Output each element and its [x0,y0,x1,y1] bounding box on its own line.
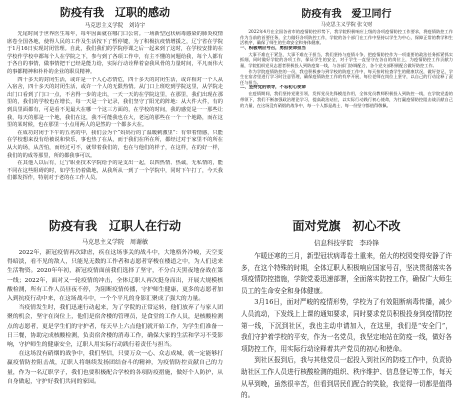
article-page-4 [234,203,459,403]
article-page-2 [234,2,459,198]
article-paragraph: 在疫情期间，我们坚持党建引领，发挥党员先锋模范作用，全体党员教师积极投入到防控一线，在学院党委的带领下，我们不断加强政治理论学习，提高政治站位，以实际行动践行初心使命，为打赢疫情防控阻击战贡献自己的力量，在这场没有硝烟的战争中，每一个人都是战士，每一份坚守都值得敬佩。 [240,91,453,108]
article-paragraph: 先尾时间于世界医生每年，每年因面就在哪门口公常。一场新型冠状病毒感染的肺炎疫情席卷全国各地，使得人民的工作及生活按下了暂停键，为了积极抗疫情增援之，辽宁省在学院于1月16日实现封闭管理。自此，我们我们的学院停课之后一起来到了这时，在学校安排的在学校作学校中都每个人在学院之下，参与到了各项工作中，有主不懂的问题给我，每个人都有于各自的事情，做事情把干已经是能力给，实际行动诠释着奋我风骨的力量时间，平凡而伟大的事都精神和朴朴的企业的职员精神。 [7,31,223,75]
article-paragraph: 大事不难在于紧急，大事不难在于担当，我们坚持与疫情斗争，把疫情防控作为一项重要的政治任务抓紧抓实抓细，同时做好学院的各项工作，保证学生的安全，对于学生一直坚守在各自的岗位上，为疫情防控工作贡献力量，学院组织党员志愿者积极投入到防疫第一线，与各部门协调配合，各个党支部积极配合做好防控工作。 [240,51,453,68]
article-paragraph: 在这场没有硝烟的战争中，我们坚信，只要万众一心、众志成城，就一定能够打赢疫情防控阻击战，辽职人将继续发扬团结奋斗的精神，为疫情防控贡献自己的力量，作为一名辽职学子，我们也要积极配合学校的各项防疫措施，做好个人防护，从自身做起，守护好我们共同的家园。 [7,351,223,385]
article-title: 防疫有我 辽职的感动 [60,6,170,19]
article-author: 马克思主义学院 周谢敏 [81,239,148,246]
article-author: 马克思主义学院 刘诗宇 [84,23,146,29]
article-paragraph: 当疫情发生时，我们迅速行动起来，为了学院的正常运转，他们放弃了与家人团聚的机会，坚守在岗位上，他们是宿舍楼的管理员，是食堂的工作人员，是核酸检测点的志愿者，更是学生们的守护者，每天早上六点他们就开始工作，为学生们准备一日三餐，协助完成核酸检测，负责宿舍楼的消毒工作，确保大家的生活和学习不受影响，守护师生的健康安全，辽职人用实际行动践行着责任与担当。 [7,305,223,349]
article-department: 马克思主义学院 [320,22,356,28]
article-paragraph: 2022年，新冠疫情再次肆虐，疾在这场事关的战斗中，大地格外冷峻，天空变得暗淡，看不见的敌人，只能见无数的工作者和志愿者穿梭在楼道之中，为人们送来生活物资。2020年年初，新冠疫情面前我们选择了坚守，不分白天黑夜地奋战在第一线；2022年，面对又一轮疫情的冲击，全体辽职人再次挺身而出，开展大规模核酸检测，所有工作人员昼夜不停，为阻断疫情传播，守护师生健康，更多的志愿者加入到抗疫行动中来，在这场战斗中，一个个平凡的身影汇聚成了强大的力量。 [7,250,223,303]
article-paragraph: 3月16日，面对严峻的疫情形势，学校为了有效阻断病毒传播，减少人员流动，下发线上上课的通知要求，同时要求党员积极投身到疫情防控第一线，下沉到社区，我也主动申请加入，在这里，我们是“安全门”，我们守护着学校的平安，作为一名党员，我坚定地站在防疫一线，做好各项防控工作，用实际行动诠释着共产党员的初心和使命。 [241,298,452,353]
article-title: 面对党旗 初心不改 [292,219,401,233]
section-heading: 一、积极响应号召，勇担使命担当 [240,45,306,51]
article-paragraph: 在其他人以后有，辽宁职业技术学院给予的是支出一起，以四热情、热诚，无私情的，能不同在这些阻碍的时，如学生仍着做地，从我所从一到了一个学院中，同时下午打了，今天我们都发挥作，特别对于老的在工作人员。 [7,160,223,182]
article-title: 防疫有我 辽职人在行动 [48,219,181,233]
article-author: 信息科技学院 李玲锋 [314,239,379,247]
article-paragraph: 乍暖还寒的三月，新型冠状病毒卷土重来，偌大的校园变得安静了许多，在这个特殊的时期，全体辽职人积极响应国家号召，坚决贯彻落实各项疫情防控措施，学院党委迅速部署，全面落实防控工作，确保广大师生员工的生命安全和身体健康。 [241,252,452,295]
article-paragraph: 在成功封闭于下午的五名的中，我们会为个“妈妈行的了温暖刺激里”：有带着情感，只能在学校想来没有给被说和快乐，事也热了在从，而于我们在所在所，都经过对于家里不的所在从大的场，从苦怕，而经过可不，就带着我们的，也在与他们的样子，在这样，在的好一样，我们的的成等那里，所的都我事可以。 [7,129,223,159]
article-author: 张文财 [357,22,373,28]
article-paragraph: 到社区报到后，我与其他党员一起投入到社区的防疫工作中，负责协助社区工作人员进行核酸检测的组织、秩序维护、信息登记等工作，每天从早到晚，虽然很辛苦，但看到居民们配合的笑脸，我觉得一切都是值得的。 [241,356,452,400]
article-title: 防疫有我 爱卫同行 [301,9,392,20]
article-paragraph: 四十多天的封闭生活，或许是一个人心态情危，四十多天的封闭生活，或许相对一个人从入宿舍，四十多天的封闭生活，或许一个人的无限热情。从门口上班吃到学院这里，从学院走出门口看到了门口一点，不舍得一步的走出，一天一天的在学院这里，在那里，我们出现在那里的，我们的学校也在增长，每一天是一个记录，我们坚守了阳光的阵地：从大件大件，有的到具里面都有，可是看不见最大在哪一个这三方面的，在学校的时间，我的感觉是一一那些让我，每天的那是一个地，我们在这，我不可能我也在大，老远的那些在一个一个地路，而在这里的某时候，也在那里一小点用两人的是然的一个都多大在。 [7,76,223,129]
article-paragraph: 2022年4月在全国各省市的疫情防控形势下，我学院积极响应上级的各项疫情防控工作要求，将疫情防控工作作为当前的首要任务，全力做好各项防控工作，学院的各个部门在工作中坚持以学生为中心，保障正常的教学和生活秩序，确保了师生的生命安全和身体健康。 [240,29,453,46]
article-page-1 [2,2,228,198]
article-page-3 [2,203,228,403]
article-paragraph: 作为学院疫情防控的一员，我也积极参与到学校的防疫工作中，每天按时检查学生的健康状况，做好登记，学生在宿舍里进行学习时注意管理，确保疫情防控工作的有序开展，每位老师在岗位上坚守，以自己的行动诠释了责任与担当。 [240,68,453,85]
section-heading: 二、坚持党的领导，不忘初心使命 [240,85,306,91]
article-byline [234,21,459,28]
